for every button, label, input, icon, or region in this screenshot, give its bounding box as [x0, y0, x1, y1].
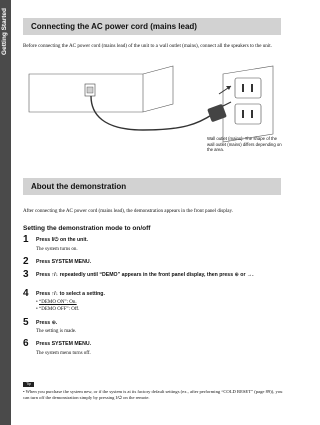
step-5-body: The setting is made.: [36, 329, 77, 334]
step-2-title: Press SYSTEM MENU.: [36, 259, 92, 265]
step-4-option-off: • “DEMO OFF”: Off.: [36, 307, 80, 312]
step-6-title: Press SYSTEM MENU.: [36, 341, 92, 347]
wall-outlet-icon: [223, 66, 273, 142]
step-1-number: 1: [23, 234, 29, 245]
step-5-number: 5: [23, 317, 29, 328]
ac-power-intro: Before connecting the AC power cord (mains lead) of the unit to a wall outlet (mains), connect all the speakers to the unit.: [23, 43, 272, 49]
side-section-tab: [0, 0, 11, 425]
step-1-title: Press I/⏻ on the unit.: [36, 237, 88, 243]
demo-mode-subheading: Setting the demonstration mode to on/off: [23, 225, 151, 232]
step-3-number: 3: [23, 269, 29, 280]
step-4-title: Press ↑/↓ to select a setting.: [36, 291, 105, 297]
side-tab-label: Getting Started: [1, 8, 8, 55]
step-2-number: 2: [23, 256, 29, 267]
section-heading-ac-power: Connecting the AC power cord (mains lead): [23, 18, 281, 35]
demo-on-option: “DEMO ON”: On.: [39, 300, 77, 305]
step-4-number: 4: [23, 288, 29, 299]
step-6-number: 6: [23, 338, 29, 349]
tip-text: • When you purchase the system new, or if the system is at its factory default settings (ex., after performing “COLD RESET” (page 89)), you can turn off the demonstration simply by pressing I/⏻ on the remote.: [23, 389, 283, 400]
step-4-option-on: • “DEMO ON”: On.: [36, 300, 77, 305]
demo-off-option: “DEMO OFF”: Off.: [39, 307, 80, 312]
step-3-title: Press ↑/↓ repeatedly until “DEMO” appears in the front panel display, then press ⊕ or →.: [36, 272, 254, 278]
tip-label: Tip: [23, 382, 34, 387]
step-5-title: Press ⊕.: [36, 320, 58, 326]
unit-rear-panel: [29, 66, 173, 112]
section-heading-demonstration: About the demonstration: [23, 178, 281, 195]
wall-outlet-caption: Wall outlet (mains): The shape of the wall outlet (mains) differs depending on the area.: [207, 136, 282, 153]
step-6-body: The system menu turns off.: [36, 351, 91, 356]
demonstration-intro: After connecting the AC power cord (mains lead), the demonstration appears in the front panel display.: [23, 208, 234, 214]
step-1-body: The system turns on.: [36, 247, 78, 252]
